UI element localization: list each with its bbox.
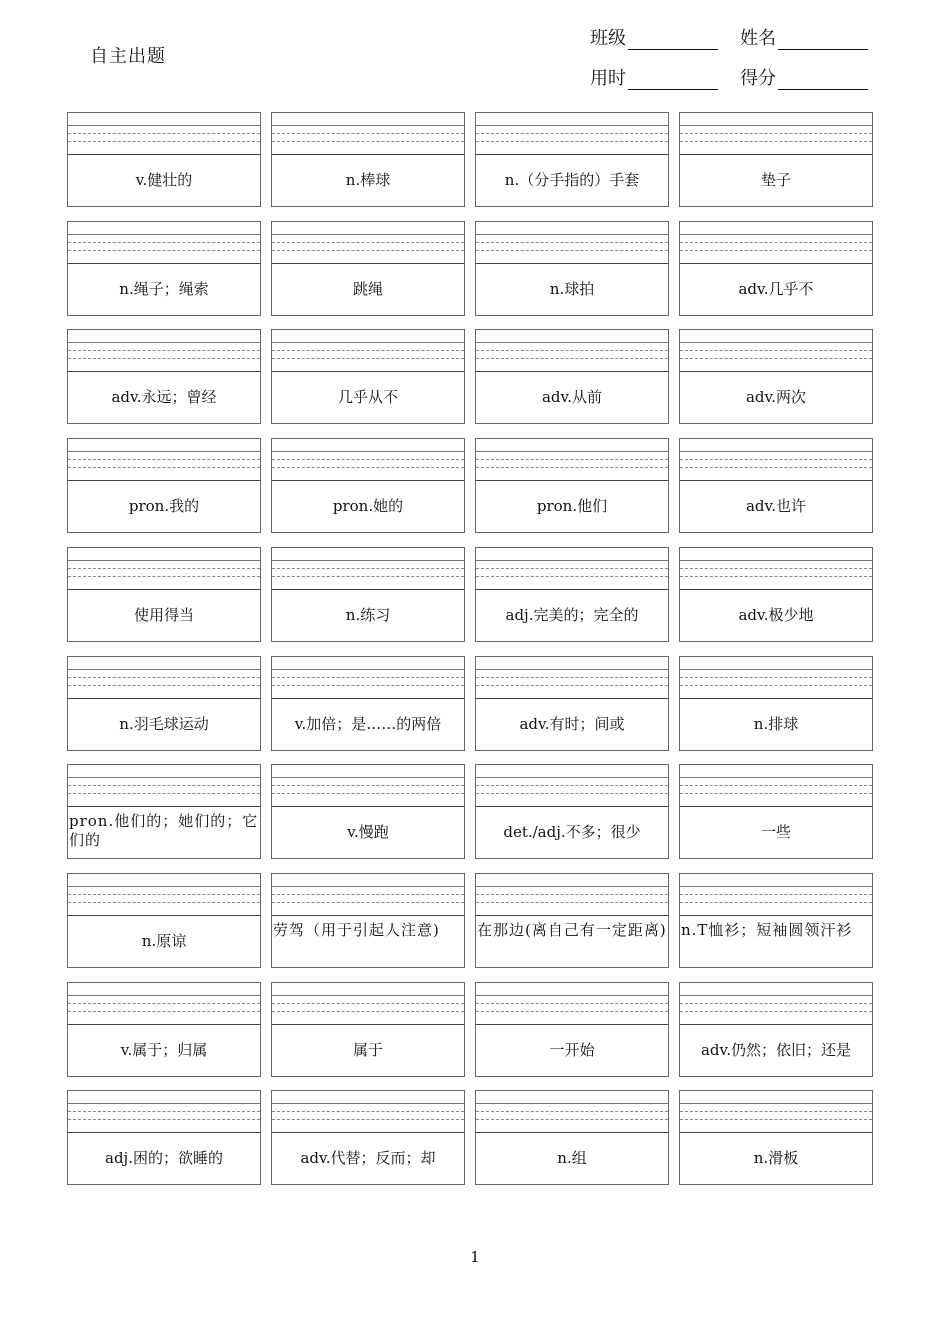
card-meaning: v.慢跑 [347,822,389,841]
writing-lines[interactable] [272,439,464,481]
writing-lines[interactable] [272,1091,464,1133]
vocab-card [67,873,261,968]
guide-line [272,141,464,142]
guide-line [680,342,872,343]
guide-line [476,1119,668,1120]
time-field[interactable] [590,64,718,90]
guide-line [680,459,872,460]
vocab-card [679,873,873,968]
writing-lines[interactable] [272,874,464,916]
vocab-card [271,656,465,751]
guide-line [476,677,668,678]
card-meaning: 几乎从不 [337,387,398,406]
vocab-card [271,1090,465,1185]
card-meaning: adj.困的；欲睡的 [105,1148,223,1167]
guide-line [476,467,668,468]
guide-line [476,141,668,142]
writing-lines[interactable] [68,1091,260,1133]
guide-line [476,685,668,686]
card-meaning: n.组 [557,1148,587,1167]
writing-lines[interactable] [680,113,872,155]
card-meaning: n.棒球 [345,170,391,189]
writing-lines[interactable] [476,222,668,264]
guide-line [476,350,668,351]
vocab-card [475,329,669,424]
guide-line [476,133,668,134]
guide-line [680,451,872,452]
writing-lines[interactable] [68,330,260,372]
guide-line [68,350,260,351]
guide-line [680,242,872,243]
guide-line [272,1111,464,1112]
vocab-card [67,656,261,751]
guide-line [68,242,260,243]
guide-line [476,1111,668,1112]
guide-line [68,685,260,686]
guide-line [68,560,260,561]
card-meaning: pron.她的 [332,496,404,515]
guide-line [680,1103,872,1104]
guide-line [680,677,872,678]
vocab-card [475,112,669,207]
writing-lines[interactable] [68,657,260,699]
vocab-card [67,982,261,1077]
writing-lines[interactable] [68,439,260,481]
writing-lines[interactable] [476,983,668,1025]
guide-line [68,1003,260,1004]
vocab-card [475,547,669,642]
guide-line [680,777,872,778]
guide-line [272,133,464,134]
vocab-card [271,547,465,642]
card-meaning: 使用得当 [133,605,194,624]
writing-lines[interactable] [680,222,872,264]
guide-line [272,902,464,903]
name-label: 姓名 [740,28,776,49]
guide-line [680,1119,872,1120]
guide-line [272,350,464,351]
guide-line [680,785,872,786]
guide-line [272,793,464,794]
vocab-card [679,329,873,424]
guide-line [68,576,260,577]
writing-lines[interactable] [680,765,872,807]
guide-line [68,669,260,670]
card-meaning: n.滑板 [753,1148,799,1167]
guide-line [680,358,872,359]
guide-line [680,234,872,235]
guide-line [68,342,260,343]
guide-line [476,894,668,895]
card-meaning: n.练习 [345,605,391,624]
guide-line [476,125,668,126]
vocab-card [679,221,873,316]
guide-line [68,995,260,996]
guide-line [476,568,668,569]
writing-lines[interactable] [68,113,260,155]
guide-line [476,358,668,359]
guide-line [272,1119,464,1120]
card-meaning: 在那边(离自己有一定距离) [477,921,667,939]
guide-line [476,1011,668,1012]
vocab-card [679,764,873,859]
guide-line [272,234,464,235]
guide-line [272,1103,464,1104]
card-meaning: n.球拍 [549,279,595,298]
page-number: 1 [470,1248,480,1266]
guide-line [680,1003,872,1004]
card-meaning: pron.他们的；她们的；它们的 [69,812,259,849]
card-meaning: v.加倍；是……的两倍 [294,714,442,733]
writing-lines[interactable] [680,548,872,590]
guide-line [272,777,464,778]
guide-line [476,451,668,452]
guide-line [476,560,668,561]
card-meaning: 属于 [352,1040,383,1059]
vocab-card [67,112,261,207]
guide-line [68,793,260,794]
writing-lines[interactable] [68,874,260,916]
guide-line [476,995,668,996]
guide-line [476,669,668,670]
card-meaning: n.绳子；绳索 [119,279,209,298]
guide-line [68,1011,260,1012]
writing-lines[interactable] [476,330,668,372]
card-meaning: pron.他们 [536,496,608,515]
guide-line [476,342,668,343]
guide-line [476,886,668,887]
guide-line [680,669,872,670]
card-meaning: n.T恤衫；短袖圆领汗衫 [681,921,853,939]
guide-line [272,1011,464,1012]
guide-line [68,133,260,134]
guide-line [272,576,464,577]
guide-line [68,141,260,142]
guide-line [680,125,872,126]
vocab-card [475,873,669,968]
guide-line [680,995,872,996]
card-meaning: 一些 [760,822,791,841]
vocab-card [271,329,465,424]
writing-lines[interactable] [68,222,260,264]
vocab-card [475,656,669,751]
writing-lines[interactable] [476,1091,668,1133]
card-meaning: adv.几乎不 [738,279,814,298]
card-meaning: n.原谅 [141,931,187,950]
vocab-card [67,438,261,533]
guide-line [680,902,872,903]
class-label: 班级 [590,28,626,49]
guide-line [272,669,464,670]
guide-line [272,568,464,569]
guide-line [680,576,872,577]
card-meaning: adv.有时；间或 [519,714,625,733]
class-field[interactable] [590,24,718,50]
writing-lines[interactable] [476,657,668,699]
vocab-card [679,547,873,642]
guide-line [272,995,464,996]
vocab-card [271,221,465,316]
writing-lines[interactable] [680,330,872,372]
guide-line [272,1003,464,1004]
writing-lines[interactable] [476,113,668,155]
writing-lines[interactable] [476,439,668,481]
card-meaning: adv.两次 [745,387,806,406]
vocab-card [475,1090,669,1185]
guide-line [476,902,668,903]
guide-line [272,785,464,786]
guide-line [680,1011,872,1012]
guide-line [68,459,260,460]
guide-line [476,1103,668,1104]
writing-lines[interactable] [680,874,872,916]
guide-line [68,358,260,359]
guide-line [272,125,464,126]
writing-lines[interactable] [272,222,464,264]
guide-line [680,250,872,251]
card-meaning: n.羽毛球运动 [119,714,209,733]
vocab-card [475,764,669,859]
guide-line [272,358,464,359]
writing-lines[interactable] [272,113,464,155]
guide-line [680,560,872,561]
writing-lines[interactable] [680,657,872,699]
card-meaning: det./adj.不多；很少 [503,822,641,841]
writing-lines[interactable] [680,983,872,1025]
vocab-card [67,1090,261,1185]
page-title: 自主出题 [90,46,166,67]
guide-line [680,141,872,142]
guide-line [476,785,668,786]
guide-line [272,886,464,887]
score-field[interactable] [740,64,868,90]
guide-line [68,894,260,895]
guide-line [272,451,464,452]
card-meaning: adj.完美的；完全的 [505,605,639,624]
guide-line [272,242,464,243]
vocab-card [67,547,261,642]
card-meaning: 劳驾（用于引起人注意) [273,921,440,939]
score-blank[interactable] [778,71,868,90]
vocab-card [271,112,465,207]
guide-line [680,1111,872,1112]
card-meaning: 跳绳 [352,279,383,298]
time-label: 用时 [590,68,626,89]
writing-lines[interactable] [68,548,260,590]
card-meaning: adv.永远；曾经 [111,387,217,406]
vocab-card [475,982,669,1077]
writing-lines[interactable] [272,657,464,699]
vocab-card [67,329,261,424]
guide-line [68,568,260,569]
writing-lines[interactable] [680,439,872,481]
guide-line [272,467,464,468]
guide-line [68,777,260,778]
name-blank[interactable] [778,31,868,50]
guide-line [272,894,464,895]
card-meaning: v.健壮的 [135,170,193,189]
guide-line [272,250,464,251]
guide-line [476,777,668,778]
guide-line [680,894,872,895]
vocab-card [679,1090,873,1185]
guide-line [68,1111,260,1112]
vocab-card [67,221,261,316]
guide-line [272,685,464,686]
writing-lines[interactable] [272,765,464,807]
guide-line [68,451,260,452]
guide-line [68,886,260,887]
writing-lines[interactable] [68,983,260,1025]
guide-line [68,677,260,678]
guide-line [680,685,872,686]
time-blank[interactable] [628,71,718,90]
card-meaning: adv.也许 [745,496,806,515]
writing-lines[interactable] [680,1091,872,1133]
guide-line [68,1103,260,1104]
vocab-card [679,438,873,533]
guide-line [680,793,872,794]
card-meaning: 一开始 [549,1040,595,1059]
name-field[interactable] [740,24,868,50]
guide-line [680,467,872,468]
guide-line [476,234,668,235]
guide-line [272,459,464,460]
vocab-card [475,221,669,316]
card-meaning: adv.极少地 [738,605,814,624]
guide-line [476,459,668,460]
card-meaning: adv.从前 [541,387,602,406]
vocab-card [271,764,465,859]
guide-line [476,793,668,794]
card-meaning: pron.我的 [128,496,200,515]
guide-line [680,133,872,134]
guide-line [680,350,872,351]
card-meaning: v.属于；归属 [120,1040,208,1059]
guide-line [680,886,872,887]
guide-line [476,250,668,251]
guide-line [68,250,260,251]
guide-line [68,467,260,468]
writing-lines[interactable] [272,330,464,372]
writing-lines[interactable] [476,765,668,807]
card-meaning: n.（分手指的）手套 [504,170,640,189]
guide-line [476,242,668,243]
guide-line [272,342,464,343]
card-meaning: adv.代替；反而；却 [300,1148,436,1167]
guide-line [68,902,260,903]
vocab-card [271,873,465,968]
writing-lines[interactable] [272,548,464,590]
vocab-card [679,982,873,1077]
writing-lines[interactable] [272,983,464,1025]
guide-line [68,234,260,235]
writing-lines[interactable] [68,765,260,807]
guide-line [68,785,260,786]
card-meaning: adv.仍然；依旧；还是 [700,1040,851,1059]
writing-lines[interactable] [476,874,668,916]
vocab-card [679,656,873,751]
vocab-card [475,438,669,533]
guide-line [476,576,668,577]
score-label: 得分 [740,68,776,89]
guide-line [476,1003,668,1004]
writing-lines[interactable] [476,548,668,590]
guide-line [68,1119,260,1120]
vocab-card [271,438,465,533]
guide-line [68,125,260,126]
guide-line [272,560,464,561]
guide-line [680,568,872,569]
card-meaning: n.排球 [753,714,799,733]
card-meaning: 垫子 [760,170,791,189]
guide-line [272,677,464,678]
class-blank[interactable] [628,31,718,50]
vocab-card [679,112,873,207]
vocab-card [271,982,465,1077]
vocab-card [67,764,261,859]
